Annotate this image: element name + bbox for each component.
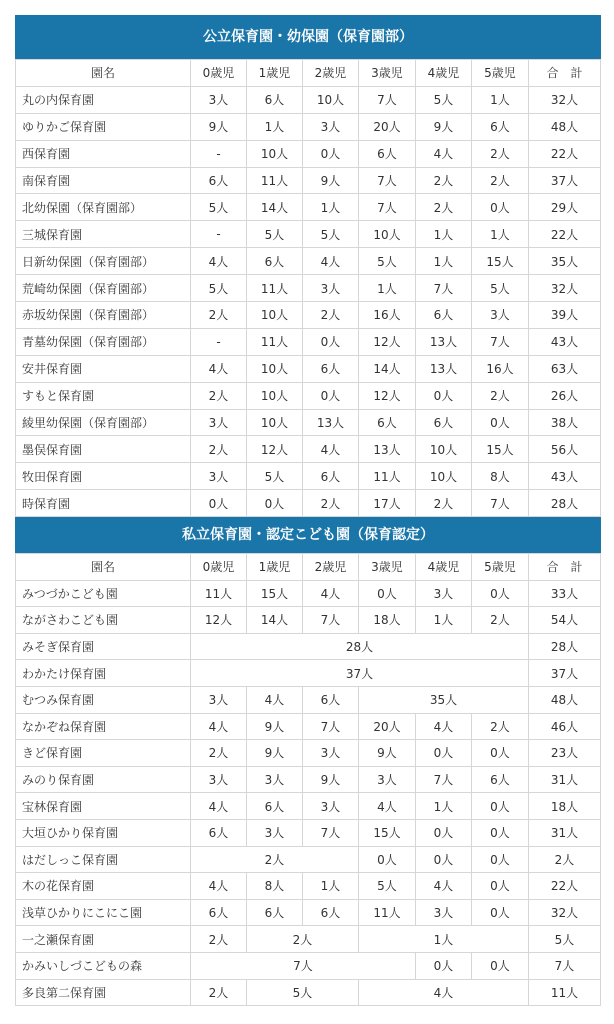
total-cell: 46人	[529, 713, 601, 740]
count-cell: 7人	[472, 490, 529, 517]
header-row	[16, 554, 601, 581]
count-cell: 0人	[472, 846, 529, 873]
count-cell: 2人	[416, 490, 472, 517]
count-cell: 4人	[191, 873, 247, 900]
count-cell: 12人	[359, 382, 416, 409]
table-row	[16, 409, 601, 436]
table-row	[16, 740, 601, 767]
table-row	[16, 355, 601, 382]
count-cell: 3人	[191, 686, 247, 713]
count-cell: 0人	[472, 873, 529, 900]
count-cell: 6人	[472, 766, 529, 793]
count-cell: 4人	[303, 436, 359, 463]
count-cell: 1人	[416, 221, 472, 248]
table-title: 公立保育園・幼保園（保育園部）	[15, 15, 601, 59]
total-cell: 35人	[529, 248, 601, 275]
total-cell: 7人	[529, 952, 601, 979]
table-row	[16, 275, 601, 302]
count-cell: 8人	[247, 873, 303, 900]
count-cell: 3人	[247, 766, 303, 793]
count-cell: 2人	[303, 490, 359, 517]
total-cell: 32人	[529, 275, 601, 302]
count-cell: 13人	[416, 355, 472, 382]
count-cell: 17人	[359, 490, 416, 517]
count-cell: 28人	[191, 633, 529, 660]
nursery-name: 青墓幼保園（保育園部）	[16, 328, 191, 355]
total-cell: 28人	[529, 633, 601, 660]
count-cell: 1人	[472, 221, 529, 248]
table-row	[16, 926, 601, 953]
count-cell: 16人	[359, 302, 416, 329]
count-cell: 3人	[247, 819, 303, 846]
nursery-name: 西保育園	[16, 140, 191, 167]
column-header: 5歳児	[472, 60, 529, 87]
table-row	[16, 382, 601, 409]
table-row	[16, 140, 601, 167]
count-cell: 7人	[303, 607, 359, 634]
count-cell: 4人	[191, 355, 247, 382]
count-cell: 2人	[472, 167, 529, 194]
count-cell: 16人	[472, 355, 529, 382]
nursery-name: はだしっこ保育園	[16, 846, 191, 873]
table-row	[16, 302, 601, 329]
count-cell: 5人	[416, 86, 472, 113]
table-row	[16, 686, 601, 713]
count-cell: 12人	[191, 607, 247, 634]
column-header: 1歳児	[247, 554, 303, 581]
table-row	[16, 221, 601, 248]
count-cell: 7人	[303, 713, 359, 740]
nursery-name: 浅草ひかりにこにこ園	[16, 899, 191, 926]
table-row	[16, 328, 601, 355]
count-cell: 6人	[247, 793, 303, 820]
count-cell: 2人	[191, 382, 247, 409]
count-cell: 1人	[359, 275, 416, 302]
count-cell: 37人	[191, 660, 529, 687]
count-cell: 8人	[472, 463, 529, 490]
count-cell: 2人	[472, 607, 529, 634]
count-cell: 3人	[472, 302, 529, 329]
total-cell: 29人	[529, 194, 601, 221]
column-header: 1歳児	[247, 60, 303, 87]
count-cell: 0人	[472, 740, 529, 767]
count-cell: 6人	[359, 409, 416, 436]
total-cell: 63人	[529, 355, 601, 382]
count-cell: 0人	[472, 580, 529, 607]
count-cell: 15人	[472, 436, 529, 463]
count-cell: 10人	[416, 436, 472, 463]
count-cell: 13人	[303, 409, 359, 436]
count-cell: 11人	[247, 167, 303, 194]
count-cell: 11人	[247, 275, 303, 302]
count-cell: 3人	[303, 793, 359, 820]
count-cell: 10人	[359, 221, 416, 248]
count-cell: 5人	[247, 979, 359, 1006]
count-cell: 6人	[191, 167, 247, 194]
nursery-name: 一之瀬保育園	[16, 926, 191, 953]
count-cell: 2人	[191, 926, 247, 953]
column-header: 3歳児	[359, 60, 416, 87]
nursery-name: かみいしづこどもの森	[16, 952, 191, 979]
count-cell: 0人	[472, 952, 529, 979]
nursery-name: 時保育園	[16, 490, 191, 517]
count-cell: 0人	[416, 952, 472, 979]
total-cell: 22人	[529, 873, 601, 900]
table-title: 私立保育園・認定こども園（保育認定）	[15, 517, 601, 553]
total-cell: 37人	[529, 660, 601, 687]
total-cell: 38人	[529, 409, 601, 436]
column-header: 合 計	[529, 60, 601, 87]
count-cell: 15人	[359, 819, 416, 846]
nursery-name: ながさわこども園	[16, 607, 191, 634]
count-cell: 9人	[416, 113, 472, 140]
total-cell: 43人	[529, 463, 601, 490]
count-cell: 5人	[359, 248, 416, 275]
nursery-name: 牧田保育園	[16, 463, 191, 490]
column-header: 園名	[16, 554, 191, 581]
count-cell: 0人	[472, 793, 529, 820]
count-cell: 6人	[303, 463, 359, 490]
table-row	[16, 248, 601, 275]
count-cell: 4人	[191, 713, 247, 740]
table-row	[16, 819, 601, 846]
count-cell: 6人	[191, 819, 247, 846]
total-cell: 31人	[529, 819, 601, 846]
count-cell: 9人	[303, 167, 359, 194]
table-row	[16, 873, 601, 900]
count-cell: 10人	[247, 355, 303, 382]
table-row	[16, 490, 601, 517]
total-cell: 22人	[529, 140, 601, 167]
count-cell: -	[191, 140, 247, 167]
count-cell: 2人	[191, 302, 247, 329]
table-row	[16, 793, 601, 820]
count-cell: 2人	[191, 436, 247, 463]
table-row	[16, 463, 601, 490]
count-cell: 3人	[359, 766, 416, 793]
nursery-name: 多良第二保育園	[16, 979, 191, 1006]
count-cell: 3人	[191, 409, 247, 436]
count-cell: 7人	[416, 275, 472, 302]
count-cell: 2人	[191, 979, 247, 1006]
nursery-name: きど保育園	[16, 740, 191, 767]
count-cell: 11人	[191, 580, 247, 607]
column-header: 2歳児	[303, 60, 359, 87]
count-cell: 3人	[416, 899, 472, 926]
count-cell: 6人	[472, 113, 529, 140]
count-cell: 4人	[359, 793, 416, 820]
count-cell: 1人	[247, 113, 303, 140]
total-cell: 11人	[529, 979, 601, 1006]
count-cell: 3人	[303, 113, 359, 140]
total-cell: 18人	[529, 793, 601, 820]
total-cell: 5人	[529, 926, 601, 953]
count-cell: 1人	[472, 86, 529, 113]
table-row	[16, 86, 601, 113]
count-cell: 15人	[472, 248, 529, 275]
count-cell: 9人	[359, 740, 416, 767]
count-cell: 9人	[191, 113, 247, 140]
count-cell: 3人	[191, 463, 247, 490]
table-row	[16, 580, 601, 607]
count-cell: 0人	[303, 328, 359, 355]
count-cell: 4人	[303, 248, 359, 275]
count-cell: 6人	[416, 409, 472, 436]
table-row	[16, 436, 601, 463]
nursery-name: みのり保育園	[16, 766, 191, 793]
count-cell: 18人	[359, 607, 416, 634]
count-cell: 2人	[472, 382, 529, 409]
count-cell: 6人	[416, 302, 472, 329]
total-cell: 37人	[529, 167, 601, 194]
count-cell: 11人	[359, 463, 416, 490]
table-row	[16, 633, 601, 660]
table-row	[16, 766, 601, 793]
count-cell: 4人	[416, 873, 472, 900]
count-cell: 1人	[359, 926, 529, 953]
count-cell: 2人	[416, 167, 472, 194]
count-cell: 3人	[191, 766, 247, 793]
count-cell: 0人	[359, 846, 416, 873]
count-cell: 4人	[416, 140, 472, 167]
count-cell: 0人	[191, 490, 247, 517]
header-row	[16, 60, 601, 87]
total-cell: 39人	[529, 302, 601, 329]
count-cell: 0人	[416, 382, 472, 409]
count-cell: 7人	[303, 819, 359, 846]
nursery-name: みつづかこども園	[16, 580, 191, 607]
count-cell: 1人	[303, 194, 359, 221]
total-cell: 56人	[529, 436, 601, 463]
count-cell: 4人	[191, 248, 247, 275]
count-cell: 4人	[191, 793, 247, 820]
nursery-name: 赤坂幼保園（保育園部）	[16, 302, 191, 329]
count-cell: 0人	[472, 409, 529, 436]
nursery-name: ゆりかご保育園	[16, 113, 191, 140]
count-cell: 0人	[472, 194, 529, 221]
count-cell: 10人	[247, 140, 303, 167]
table-row	[16, 607, 601, 634]
column-header: 園名	[16, 60, 191, 87]
count-cell: 0人	[303, 382, 359, 409]
column-header: 4歳児	[416, 60, 472, 87]
nursery-name: わかたけ保育園	[16, 660, 191, 687]
count-cell: 3人	[303, 740, 359, 767]
count-cell: 14人	[247, 607, 303, 634]
count-cell: 2人	[247, 926, 359, 953]
count-cell: 7人	[359, 194, 416, 221]
count-cell: 10人	[247, 382, 303, 409]
total-cell: 54人	[529, 607, 601, 634]
count-cell: 0人	[472, 819, 529, 846]
count-cell: 9人	[303, 766, 359, 793]
count-cell: 0人	[359, 580, 416, 607]
count-cell: 14人	[359, 355, 416, 382]
count-cell: 6人	[303, 899, 359, 926]
count-cell: 1人	[416, 248, 472, 275]
count-cell: 6人	[303, 686, 359, 713]
total-cell: 28人	[529, 490, 601, 517]
column-header: 5歳児	[472, 554, 529, 581]
count-cell: 2人	[191, 846, 359, 873]
count-cell: 0人	[472, 899, 529, 926]
count-cell: 9人	[247, 713, 303, 740]
count-cell: 0人	[416, 819, 472, 846]
count-cell: 2人	[472, 713, 529, 740]
count-cell: 1人	[303, 873, 359, 900]
nursery-name: 綾里幼保園（保育園部）	[16, 409, 191, 436]
count-cell: 0人	[303, 140, 359, 167]
total-cell: 32人	[529, 899, 601, 926]
count-cell: 3人	[416, 580, 472, 607]
private-nursery-table	[15, 517, 601, 1006]
total-cell: 26人	[529, 382, 601, 409]
nursery-name: 墨俣保育園	[16, 436, 191, 463]
nursery-name: むつみ保育園	[16, 686, 191, 713]
total-cell: 22人	[529, 221, 601, 248]
count-cell: 5人	[191, 194, 247, 221]
column-header: 3歳児	[359, 554, 416, 581]
count-cell: 6人	[303, 355, 359, 382]
nursery-name: みそぎ保育園	[16, 633, 191, 660]
table-row	[16, 899, 601, 926]
count-cell: 6人	[191, 899, 247, 926]
count-cell: 10人	[416, 463, 472, 490]
table-row	[16, 979, 601, 1006]
total-cell: 23人	[529, 740, 601, 767]
nursery-name: 丸の内保育園	[16, 86, 191, 113]
total-cell: 48人	[529, 113, 601, 140]
count-cell: 4人	[416, 713, 472, 740]
count-cell: 20人	[359, 113, 416, 140]
count-cell: 5人	[472, 275, 529, 302]
total-cell: 43人	[529, 328, 601, 355]
total-cell: 32人	[529, 86, 601, 113]
table-row	[16, 167, 601, 194]
nursery-name: なかぞね保育園	[16, 713, 191, 740]
nursery-name: 木の花保育園	[16, 873, 191, 900]
count-cell: 6人	[359, 140, 416, 167]
count-cell: 4人	[359, 979, 529, 1006]
count-cell: 12人	[247, 436, 303, 463]
nursery-name: 大垣ひかり保育園	[16, 819, 191, 846]
count-cell: 5人	[247, 221, 303, 248]
table-row	[16, 113, 601, 140]
count-cell: 4人	[247, 686, 303, 713]
public-nursery-table	[15, 15, 601, 517]
count-cell: 2人	[472, 140, 529, 167]
table-row	[16, 846, 601, 873]
table-row	[16, 952, 601, 979]
column-header: 0歳児	[191, 554, 247, 581]
count-cell: 11人	[247, 328, 303, 355]
table-row	[16, 660, 601, 687]
count-cell: 5人	[303, 221, 359, 248]
count-cell: 11人	[359, 899, 416, 926]
count-cell: 2人	[416, 194, 472, 221]
count-cell: 9人	[247, 740, 303, 767]
column-header: 合 計	[529, 554, 601, 581]
count-cell: 0人	[416, 846, 472, 873]
nursery-name: 三城保育園	[16, 221, 191, 248]
count-cell: 1人	[416, 793, 472, 820]
count-cell: 15人	[247, 580, 303, 607]
total-cell: 31人	[529, 766, 601, 793]
count-cell: 2人	[303, 302, 359, 329]
count-cell: 5人	[191, 275, 247, 302]
count-cell: 12人	[359, 328, 416, 355]
count-cell: 13人	[359, 436, 416, 463]
count-cell: 13人	[416, 328, 472, 355]
count-cell: 6人	[247, 899, 303, 926]
nursery-name: 北幼保園（保育園部）	[16, 194, 191, 221]
nursery-name: 日新幼保園（保育園部）	[16, 248, 191, 275]
table-row	[16, 194, 601, 221]
nursery-name: 安井保育園	[16, 355, 191, 382]
count-cell: 5人	[247, 463, 303, 490]
count-cell: 6人	[247, 86, 303, 113]
nursery-name: すもと保育園	[16, 382, 191, 409]
count-cell: 7人	[359, 167, 416, 194]
count-cell: -	[191, 221, 247, 248]
total-cell: 48人	[529, 686, 601, 713]
nursery-name: 宝林保育園	[16, 793, 191, 820]
count-cell: 3人	[303, 275, 359, 302]
count-cell: 7人	[191, 952, 416, 979]
count-cell: 0人	[247, 490, 303, 517]
nursery-name: 荒崎幼保園（保育園部）	[16, 275, 191, 302]
count-cell: 10人	[247, 302, 303, 329]
count-cell: -	[191, 328, 247, 355]
table-row	[16, 713, 601, 740]
total-cell: 2人	[529, 846, 601, 873]
count-cell: 35人	[359, 686, 529, 713]
count-cell: 6人	[247, 248, 303, 275]
column-header: 2歳児	[303, 554, 359, 581]
count-cell: 1人	[416, 607, 472, 634]
count-cell: 10人	[303, 86, 359, 113]
count-cell: 7人	[416, 766, 472, 793]
column-header: 0歳児	[191, 60, 247, 87]
total-cell: 33人	[529, 580, 601, 607]
count-cell: 7人	[359, 86, 416, 113]
count-cell: 7人	[472, 328, 529, 355]
column-header: 4歳児	[416, 554, 472, 581]
count-cell: 0人	[416, 740, 472, 767]
count-cell: 20人	[359, 713, 416, 740]
count-cell: 5人	[359, 873, 416, 900]
count-cell: 10人	[247, 409, 303, 436]
count-cell: 14人	[247, 194, 303, 221]
nursery-name: 南保育園	[16, 167, 191, 194]
count-cell: 2人	[191, 740, 247, 767]
count-cell: 4人	[303, 580, 359, 607]
count-cell: 3人	[191, 86, 247, 113]
